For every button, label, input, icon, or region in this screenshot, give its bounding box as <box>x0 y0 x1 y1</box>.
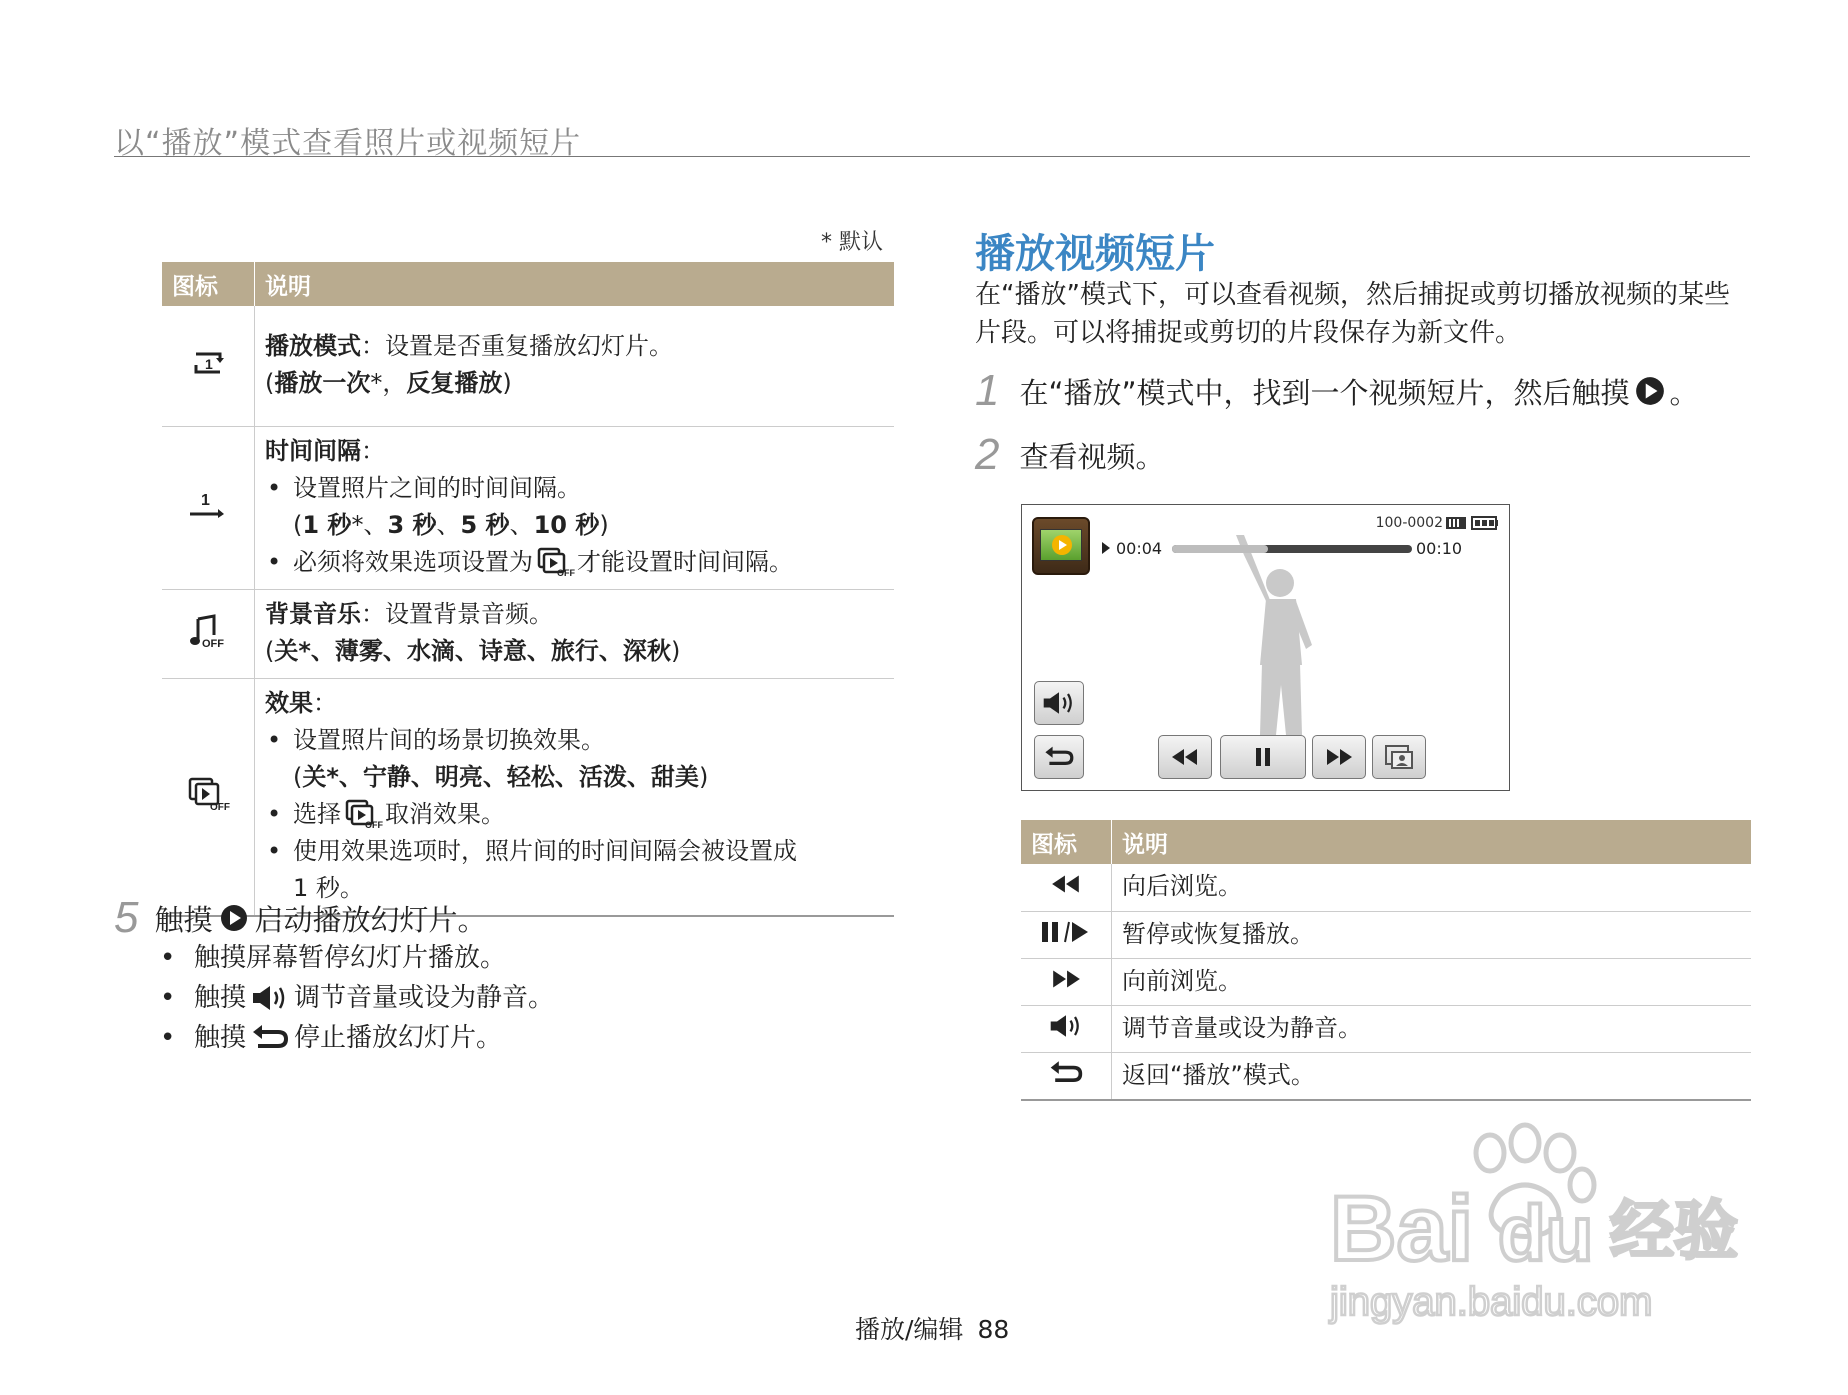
back-icon <box>1048 1060 1084 1086</box>
svg-text:OFF: OFF <box>202 637 224 650</box>
step-number: 5 <box>114 893 139 942</box>
volume-icon <box>1048 1013 1084 1039</box>
pause-play-icon <box>1039 919 1093 945</box>
option-list: (关*、宁静、明亮、轻松、活泼、甜美) <box>293 762 709 791</box>
bullet-text: • 必须将效果选项设置为 <box>293 547 533 576</box>
table-row <box>1021 958 1751 1005</box>
default-note: * 默认 <box>821 230 883 255</box>
bullet-text: 设置照片之间的时间间隔。 <box>293 473 581 502</box>
capture-button[interactable] <box>1372 735 1426 779</box>
default-mark: *， <box>370 368 407 397</box>
effect-off-icon <box>537 547 573 577</box>
table-desc-cell: 调节音量或设为静音。 <box>1112 1005 1752 1052</box>
intro-paragraph: 在“播放”模式下，可以查看视频，然后捕捉或剪切播放视频的某些片段。可以将捕捉或剪切的片段保存为新文件。 <box>975 280 1730 348</box>
list-item <box>265 544 884 581</box>
memory-card-icon <box>1445 515 1467 531</box>
row-title-suffix: ： <box>361 436 385 465</box>
svg-text:1: 1 <box>205 355 213 372</box>
step-5 <box>114 893 487 943</box>
list-item <box>265 722 884 759</box>
step-number: 2 <box>975 430 1000 479</box>
row-title-suffix: ：设置是否重复播放幻灯片。 <box>361 331 673 360</box>
progress-bar[interactable] <box>1172 545 1412 553</box>
option-list: *、宁静、明亮、轻松、活泼、甜美 <box>326 762 699 791</box>
option-off: 关 <box>274 636 299 665</box>
play-icon <box>219 903 249 933</box>
svg-text:OFF: OFF <box>557 568 575 578</box>
list-text: • 触摸 <box>194 983 247 1013</box>
fast-forward-icon <box>1050 968 1082 990</box>
table-icon-cell <box>162 426 255 589</box>
list-text: 停止播放幻灯片。 <box>294 1023 503 1053</box>
table-row <box>1021 1052 1751 1100</box>
step-text: 查看视频。 <box>1019 439 1165 474</box>
table-desc-cell: 暂停或恢复播放。 <box>1112 911 1752 958</box>
row-title: 效果 <box>265 688 313 717</box>
rewind-button[interactable] <box>1158 735 1212 779</box>
step-1 <box>975 366 1699 416</box>
music-off-icon <box>188 613 228 649</box>
list-text: • 触摸 <box>194 1023 247 1053</box>
list-item <box>265 470 884 507</box>
option-3s: 3 秒 <box>387 510 437 539</box>
effect-off-icon <box>345 799 381 829</box>
svg-text:du: du <box>1498 1189 1594 1277</box>
row-title-suffix: ：设置背景音频。 <box>361 599 553 628</box>
step-text: 启动播放幻灯片。 <box>254 902 487 937</box>
option-list <box>265 507 884 544</box>
option-repeat: 反复播放 <box>406 368 503 397</box>
table-desc-cell <box>255 306 895 426</box>
row-title: 时间间隔 <box>265 436 361 465</box>
svg-text:1: 1 <box>201 491 210 509</box>
paren-open: ( <box>265 368 275 397</box>
page-number: 88 <box>977 1315 1010 1344</box>
table-header-desc: 说明 <box>1112 820 1752 864</box>
bullet-text-cont: 1 秒。 <box>293 873 364 902</box>
table-row <box>162 678 894 916</box>
option-1s: 1 秒 <box>302 510 352 539</box>
table-icon-cell <box>1021 911 1112 958</box>
play-icon <box>1634 375 1666 407</box>
table-row <box>162 426 894 589</box>
table-desc-cell: 背景音乐：设置背景音频。 (关*、薄雾、水滴、诗意、旅行、深秋) <box>255 589 895 678</box>
paren-open: ( <box>293 510 303 539</box>
table-header-icon: 图标 <box>162 262 255 306</box>
progress-fill <box>1172 545 1268 553</box>
file-number: 100-0002 <box>1375 515 1443 531</box>
table-icon-cell <box>1021 864 1112 911</box>
table-desc-cell <box>255 678 895 916</box>
default-mark: *、 <box>351 510 388 539</box>
table-desc-cell: 返回“播放”模式。 <box>1112 1052 1752 1100</box>
option-5s: 5 秒 <box>460 510 510 539</box>
fast-forward-icon <box>1324 747 1354 767</box>
page-header <box>114 118 1750 161</box>
page-footer <box>855 1310 1009 1346</box>
rewind-icon <box>1170 747 1200 767</box>
bullet-text: 使用效果选项时，照片间的时间间隔会被设置成 <box>293 836 797 865</box>
table-header-icon: 图标 <box>1021 820 1112 864</box>
table-icon-cell <box>162 306 255 426</box>
svg-text:jingyan.baidu.com: jingyan.baidu.com <box>1330 1280 1653 1324</box>
table-icon-cell <box>162 678 255 916</box>
controls-table <box>1021 820 1751 1101</box>
table-header-desc: 说明 <box>255 262 895 306</box>
bullet-text: • 选择 <box>293 799 341 828</box>
baidu-watermark-logo <box>1320 1125 1740 1330</box>
table-row <box>1021 1005 1751 1052</box>
video-player-screen <box>1021 504 1510 791</box>
paren-close: ) <box>502 368 512 397</box>
list-item <box>158 1018 554 1058</box>
pause-button[interactable] <box>1220 735 1306 779</box>
list-item <box>265 833 884 870</box>
list-item <box>158 938 554 978</box>
table-row <box>1021 864 1751 911</box>
list-text: 调节音量或设为静音。 <box>294 983 555 1013</box>
rewind-icon <box>1050 873 1082 895</box>
step-text-end: 。 <box>1669 375 1699 410</box>
table-icon-cell <box>1021 1005 1112 1052</box>
volume-icon <box>1041 690 1077 716</box>
repeat-mode-icon <box>188 348 228 378</box>
capture-icon <box>1384 744 1414 770</box>
volume-icon <box>250 984 290 1012</box>
option-once: 播放一次 <box>274 368 371 397</box>
page-header-title: 以“播放”模式查看照片或视频短片 <box>114 126 582 161</box>
separator: 、 <box>509 510 534 539</box>
list-item <box>265 796 884 833</box>
row-title-suffix: ： <box>313 688 337 717</box>
bullet-text: 取消效果。 <box>385 799 505 828</box>
paw-logo-icon <box>1320 1125 1740 1325</box>
table-desc-cell <box>255 426 895 589</box>
table-row <box>162 306 894 426</box>
video-play-icon <box>1050 533 1074 557</box>
pause-icon <box>1253 746 1273 768</box>
separator: 、 <box>436 510 461 539</box>
step-text: 触摸 <box>154 902 213 937</box>
settings-table <box>162 262 894 917</box>
paren-close: ) <box>599 510 609 539</box>
bullet-text: 才能设置时间间隔。 <box>577 547 793 576</box>
table-row <box>162 589 894 678</box>
effect-off-icon <box>188 777 228 811</box>
table-icon-cell <box>1021 958 1112 1005</box>
step-5-list <box>158 938 554 1058</box>
battery-icon <box>1471 515 1499 531</box>
back-button[interactable] <box>1034 735 1084 779</box>
step-text: 在“播放”模式中，找到一个视频短片，然后触摸 <box>1019 375 1630 410</box>
interval-icon <box>188 488 228 522</box>
footer-section: 播放/编辑 <box>855 1315 964 1344</box>
svg-text:经验: 经验 <box>1610 1195 1738 1269</box>
row-title: 播放模式 <box>265 331 361 360</box>
step-number: 1 <box>975 366 1000 415</box>
row-title: 背景音乐 <box>265 599 361 628</box>
section-title: 播放视频短片 <box>975 231 1215 277</box>
list-text: • 触摸屏幕暂停幻灯片播放。 <box>194 943 507 973</box>
play-indicator-icon <box>1101 541 1111 555</box>
fast-forward-button[interactable] <box>1312 735 1366 779</box>
table-desc-cell: 向后浏览。 <box>1112 864 1752 911</box>
back-icon <box>250 1024 290 1052</box>
volume-button[interactable] <box>1034 681 1084 725</box>
option-list: *、薄雾、水滴、诗意、旅行、深秋 <box>298 636 671 665</box>
list-item <box>158 978 554 1018</box>
svg-text:OFF: OFF <box>210 801 230 813</box>
table-row <box>1021 911 1751 958</box>
table-icon-cell <box>1021 1052 1112 1100</box>
option-off: 关 <box>302 762 327 791</box>
table-icon-cell <box>162 589 255 678</box>
total-time: 00:10 <box>1416 539 1463 558</box>
step-2 <box>975 430 1165 480</box>
table-desc-cell: 向前浏览。 <box>1112 958 1752 1005</box>
current-time: 00:04 <box>1116 539 1163 558</box>
option-10s: 10 秒 <box>533 510 600 539</box>
bullet-text: 设置照片间的场景切换效果。 <box>293 725 605 754</box>
back-icon <box>1043 745 1075 769</box>
svg-text:OFF: OFF <box>365 820 383 830</box>
video-thumbnail <box>1032 517 1090 575</box>
svg-text:Bai: Bai <box>1330 1178 1474 1280</box>
